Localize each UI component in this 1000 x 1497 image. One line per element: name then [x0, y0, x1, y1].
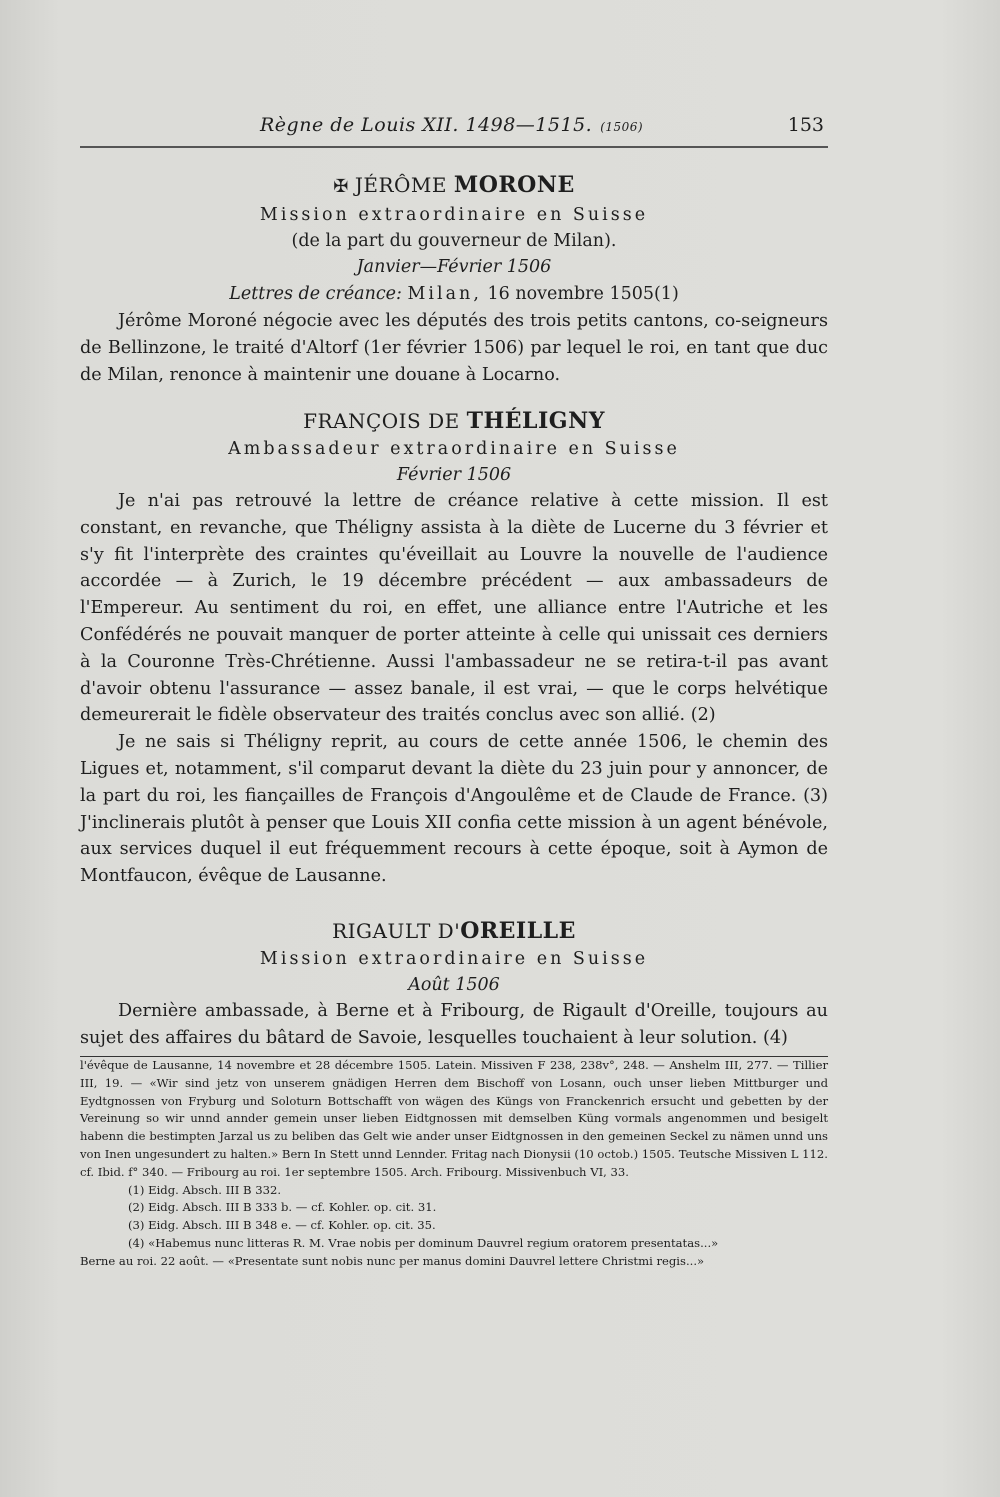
mission-role: Mission extraordinaire en Suisse	[259, 949, 649, 969]
section-morone	[80, 170, 828, 388]
mission-date: Août 1506	[408, 975, 500, 995]
heading-prefix: JÉRÔME	[354, 173, 448, 197]
heading-prefix: FRANÇOIS DE	[303, 409, 460, 433]
running-title-text: Règne de Louis XII. 1498—1515.	[260, 114, 593, 136]
body-paragraph: Dernière ambassade, à Berne et à Fribourg, de Rigault d'Oreille, toujours au sujet des affaires du bâtard de Savoie, lesquelles touchaient à leur solution. (4)	[80, 1001, 828, 1048]
footnote-item: (2) Eidg. Absch. III B 333 b. — cf. Kohler. op. cit. 31.	[128, 1200, 437, 1215]
footnote-block	[80, 1057, 828, 1271]
footnote-continuation: l'évêque de Lausanne, 14 novembre et 28 décembre 1505. Latein. Missiven F 238, 238v°, 248. — Anshelm III, 277. — Tillier III, 19. — «Wir sind jetz von unserem gnädigen Herren dem Bischoff von Losann, ouch unser lieben Mittburger und Eydtgnossen von Fryburg und Soloturn Bottschafft von wägen des Küngs von Franckenrich ersucht und gebetten by der Vereinung so wir unnd annder gemein unser lieben Eidtgnossen mit demselben Küng vormals angenommen und besigelt habenn die bestimpten Jarzal us zu beliben das Gelt wie ander unser Eidtgnossen in den gemeinen Seckel zu nämen unnd uns von Inen ungesundert zu halten.» Bern In Stett unnd Lennder. Fritag nach Dionysii (10 octob.) 1505. Teutsche Missiven L 112. cf. Ibid. f° 340. — Fribourg au roi. 1er septembre 1505. Arch. Fribourg. Missivenbuch VI, 33.	[80, 1058, 828, 1179]
heading-surname: MORONE	[453, 172, 575, 198]
mission-subtitle: (de la part du gouverneur de Milan).	[291, 231, 617, 251]
heading-prefix: RIGAULT D'	[332, 919, 461, 943]
page-number: 153	[787, 114, 824, 136]
footnote-last-line: Berne au roi. 22 août. — «Presentate sunt nobis nunc per manus domini Dauvrel lettere Christmi regis...»	[80, 1253, 705, 1268]
credentials-date: 16 novembre 1505	[487, 284, 654, 304]
cross-icon: ✠	[333, 176, 349, 197]
mission-date: Janvier—Février 1506	[356, 257, 552, 277]
credentials-city: Milan,	[407, 284, 482, 304]
body-paragraph: Jérôme Moroné négocie avec les députés des trois petits cantons, co-seigneurs de Bellinzone, le traité d'Altorf (1er février 1506) par lequel le roi, en tant que duc de Milan, renonce à maintenir une douane à Locarno.	[80, 311, 828, 385]
credentials-line	[80, 280, 828, 308]
credentials-note-ref: (1)	[653, 284, 679, 304]
section-heading	[80, 916, 828, 946]
heading-surname: THÉLIGNY	[466, 408, 605, 434]
body-paragraph: Je n'ai pas retrouvé la lettre de créance relative à cette mission. Il est constant, en revanche, que Théligny assista à la diète de Lucerne du 3 février et s'y fit l'interprète des craintes qu'éveillait au Louvre la nouvelle de l'audience accordée — à Zurich, le 19 décembre précédent — aux ambassadeurs de l'Empereur. Au sentiment du roi, en effet, une alliance entre l'Autriche et les Confédérés ne pouvait manquer de porter atteinte à celle qui unissait ces derniers à la Couronne Très-Chrétienne. Aussi l'ambassadeur ne se retira-t-il pas avant d'avoir obtenu l'assurance — assez banale, il est vrai, — que le corps helvétique demeurerait le fidèle observateur des traités conclus avec son allié. (2)	[80, 491, 828, 726]
section-heading	[80, 170, 828, 202]
running-head	[80, 112, 828, 148]
mission-role: Mission extraordinaire en Suisse	[259, 205, 649, 225]
footnote-item: (4) «Habemus nunc litteras R. M. Vrae nobis per dominum Dauvrel regium oratorem presentatas...»	[128, 1235, 719, 1250]
heading-surname: OREILLE	[460, 918, 576, 944]
section-oreille	[80, 916, 828, 1052]
footnote-item: (3) Eidg. Absch. III B 348 e. — cf. Kohler. op. cit. 35.	[128, 1218, 436, 1233]
running-title	[260, 114, 643, 136]
footnotes	[80, 1056, 828, 1271]
section-heading	[80, 406, 828, 436]
mission-date: Février 1506	[396, 465, 512, 485]
running-year-tag: (1506)	[600, 120, 644, 134]
footnote-item: (1) Eidg. Absch. III B 332.	[128, 1182, 282, 1197]
section-theligny	[80, 406, 828, 890]
mission-role: Ambassadeur extraordinaire en Suisse	[228, 439, 680, 459]
body-paragraph: Je ne sais si Théligny reprit, au cours de cette année 1506, le chemin des Ligues et, notamment, s'il comparut devant la diète du 23 juin pour y annoncer, de la part du roi, les fiançailles de François d'Angoulême et de Claude de France. (3) J'inclinerais plutôt à penser que Louis XII confia cette mission à un agent bénévole, aux services duquel il eut fréquemment recours à cette époque, soit à Aymon de Montfaucon, évêque de Lausanne.	[80, 732, 828, 887]
credentials-label: Lettres de créance:	[229, 284, 402, 304]
